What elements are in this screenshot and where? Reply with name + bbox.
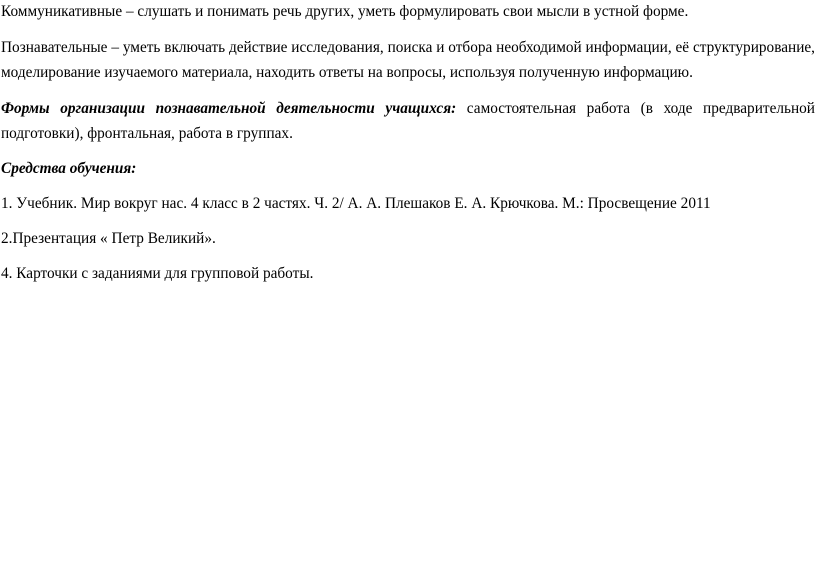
means-item-textbook: 1. Учебник. Мир вокруг нас. 4 класс в 2 частях. Ч. 2/ А. А. Плешаков Е. А. Крючкова. М.: Просвещение 2011 [1,195,711,212]
communicative-skills-paragraph: Коммуникативные – слушать и понимать речь других, уметь формулировать свои мысли в устной форме. [1,3,689,20]
document-page [1,0,815,286]
forms-of-organization-label: Формы организации познавательной деятельности учащихся: [1,100,457,117]
cognitive-skills-paragraph: Познавательные – уметь включать действие исследования, поиска и отбора необходимой информации, её структурирование, моделирование изучаемого материала, находить ответы на вопросы, используя полученную информацию. [1,39,815,81]
forms-of-organization-text: самостоятельная работа (в ходе предварительной подготовки), фронтальная, работа в группах. [1,100,815,142]
means-item-presentation: 2.Презентация « Петр Великий». [1,230,216,247]
means-of-learning-heading: Средства обучения: [1,160,137,177]
forms-of-organization-paragraph [1,96,815,146]
means-item-cards: 4. Карточки с заданиями для групповой работы. [1,265,314,282]
